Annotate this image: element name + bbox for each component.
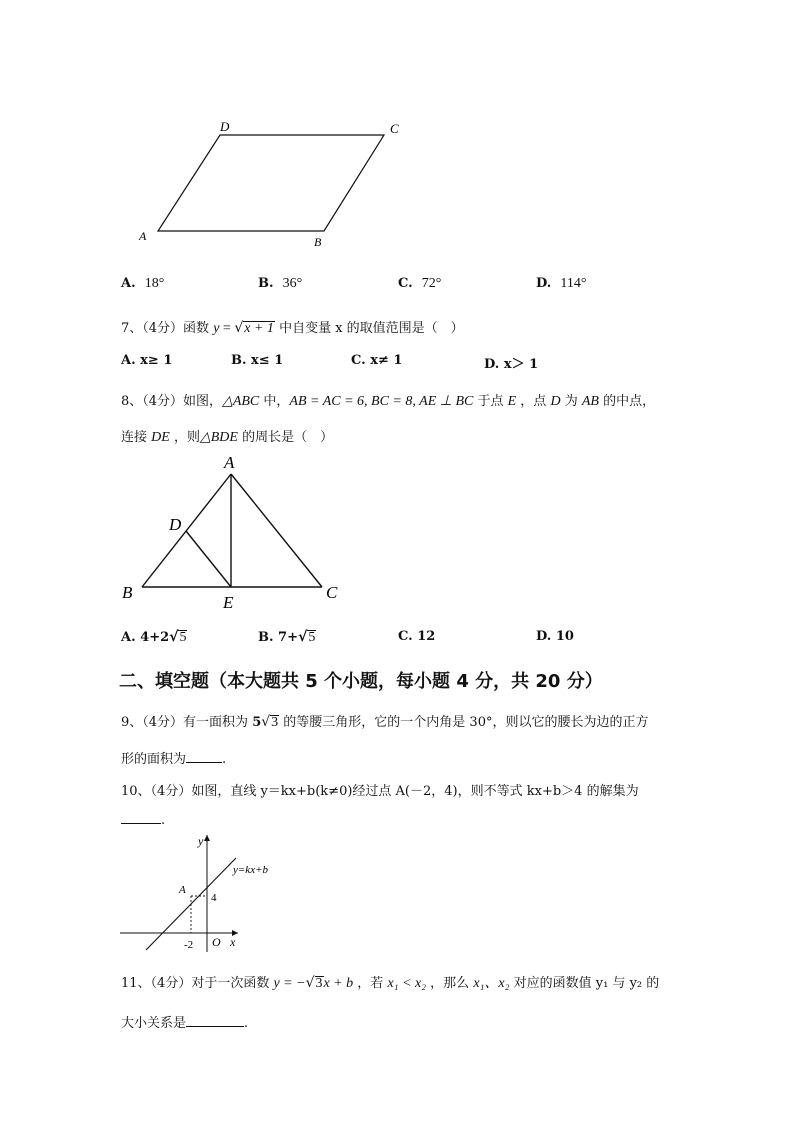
q7-option-c: C. x≠ 1 [351, 353, 403, 368]
q7-stem: 7、（4分）函数 y = √x + 1 中自变量 x 的取值范围是（ ） [121, 320, 464, 336]
graph-label-y: y [198, 834, 204, 848]
triangle-label-d: D [169, 515, 182, 534]
q7-option-d: D. x＞ 1 [484, 357, 539, 372]
q7-option-b: B. x≤ 1 [231, 353, 284, 368]
q8-option-b: B. 7+√5 [258, 629, 316, 645]
parallelogram-label-a: A [139, 229, 147, 243]
parallelogram-label-d: D [220, 119, 230, 134]
q6-option-c: C. 72° [398, 276, 442, 291]
triangle-label-e: E [223, 593, 234, 612]
graph-label-line: y=kx+b [233, 864, 268, 876]
graph-label-a: A [179, 884, 186, 896]
q8-option-c: C. 12 [398, 629, 436, 644]
q9-stem-line2: 形的面积为 . [121, 752, 227, 767]
section-title: 二、填空题（本大题共 5 个小题，每小题 4 分，共 20 分） [119, 671, 603, 692]
graph-label-x: x [230, 935, 236, 949]
q8-stem-line2: 连接 DE ，则△BDE 的周长是（ ） [121, 430, 334, 445]
q11-stem-line2: 大小关系是 . [121, 1016, 249, 1031]
graph-label-minus2: -2 [184, 939, 194, 951]
triangle-label-c: C [326, 583, 338, 602]
q7-option-a: A. x≥ 1 [121, 353, 173, 368]
triangle-label-a: A [224, 453, 235, 472]
triangle-label-b: B [122, 583, 133, 602]
q10-answer-line: . [121, 813, 165, 828]
q6-option-d: D. 114° [536, 276, 587, 291]
q10-stem: 10、（4分）如图，直线 y＝kx+b(k≠0)经过点 A(－2，4)，则不等式 kx+b＞4 的解集为 [121, 784, 639, 799]
graph-label-o: O [212, 935, 221, 949]
q8-option-d: D. 10 [536, 629, 574, 644]
q9-stem-line1: 9、（4分）有一面积为 5√3 的等腰三角形，它的一个内角是 30°，则以它的腰长为边的正方 [121, 714, 649, 730]
graph-label-four: 4 [211, 892, 217, 904]
q11-stem-line1: 11、（4分）对于一次函数 y = −√3x + b ，若 x₁ < x₂ ，那么 x₁、x₂ 对应的函数值 y₁ 与 y₂ 的 [121, 975, 660, 991]
q6-option-b: B. 36° [258, 276, 303, 291]
q8-stem-line1: 8、（4分）如图，△ABC 中，AB = AC = 6, BC = 8, AE ⊥ BC 于点 E ，点 D 为 AB 的中点， [121, 394, 656, 409]
q8-option-a: A. 4+2√5 [121, 629, 187, 645]
q6-option-a: A. 18° [121, 276, 165, 291]
parallelogram-label-c: C [390, 121, 399, 136]
parallelogram-label-b: B [314, 235, 322, 249]
q11-answer-blank[interactable] [186, 1026, 244, 1027]
